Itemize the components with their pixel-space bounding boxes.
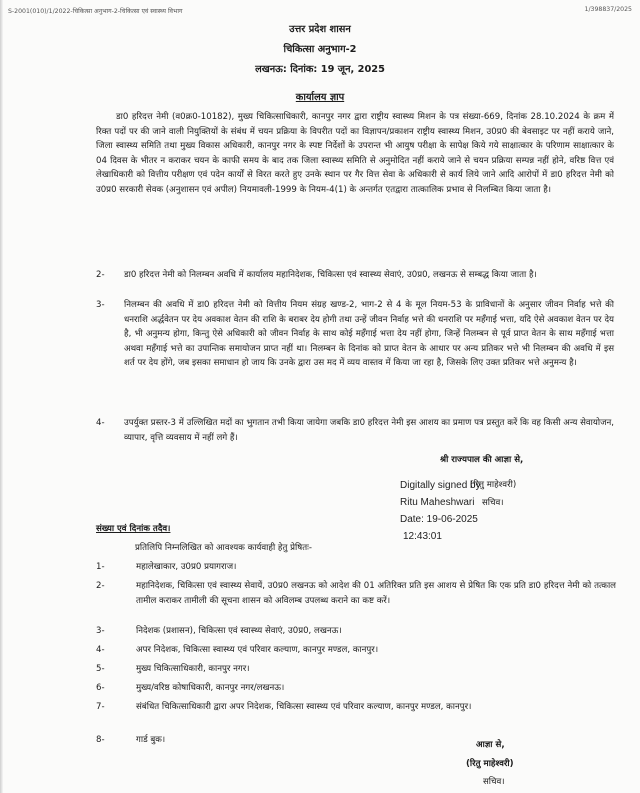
page-code: 1/398837/2025 xyxy=(584,6,632,13)
place-date: लखनऊ: दिनांक: 19 जून, 2025 xyxy=(255,64,385,75)
signer-designation-overlay: सचिव। xyxy=(482,498,504,508)
government-heading: उत्तर प्रदेश शासन xyxy=(289,24,351,35)
paragraph-1: डा0 हरिदत्त नेमी (व0क्र0-10182), मुख्य चिकित्साधिकारी, कानपुर नगर द्वारा राष्ट्रीय स्वास्थ्य मिशन के पत्र संख्या-669, दिनांक 28.10.2024 के क्रम में रिक्त पदों पर की जाने वाली नियुक्तियों के संबंध में चयन प्रक्रिया के विपरीत पदों का विज्ञापन/प्रकाशन राष्ट्रीय स्वास्थ्य मिशन, उ0प्र0 की बेवसाइट पर नहीं कराये जाने, जिला स्वास्थ्य समिति तथा मुख्य विकास अधिकारी, कानपुर नगर के स्पष्ट निर्देशों के उपरान्त भी आयुष परीक्षा के सापेक्ष किये गये साक्षात्कार के परिणाम साक्षात्कार के 04 दिवस के भीतर न कराकर चयन के काफी समय के बाद तक जिला स्वास्थ्य समिति से अनुमोदित नहीं कराये जाने से चयन प्रक्रिया सम्पन्न नहीं होने, वरिष्ठ वित्त एवं लेखाधिकारी को वित्तीय परीक्षण एवं पदेन कार्यों से विरत करते हुए उनके स्थान पर गैर वित्त सेवा के अधिकारी से कार्य लिये जाने आदि आरोपों में डा0 हरिदत्त नेमी को उ0प्र0 सरकारी सेवक (अनुशासन एवं अपील) नियमावली-1999 के नियम-4(1) के अन्तर्गत एतद्वारा तात्कालिक प्रभाव से निलम्बित किया जाता है। xyxy=(96,112,614,195)
item-text: उपर्युक्त प्रस्तर-3 में उल्लिखित मदों का भुगतान तभी किया जायेगा जबकि डा0 हरिदत्त नेमी इस आशय का प्रमाण पत्र प्रस्तुत करें कि वह किसी अन्य सेवायोजन, व्यापार, वृत्ति व्यवसाय में नहीं लगे हैं। xyxy=(124,418,614,443)
distribution-item-7 xyxy=(96,700,616,730)
digital-signature-line-2: Ritu Maheshwari xyxy=(400,497,475,508)
section-heading: चिकित्सा अनुभाग-2 xyxy=(283,44,357,55)
closing-signer-name: (रितु माहेश्वरी) xyxy=(466,759,514,769)
numbered-item-2 xyxy=(96,268,614,298)
item-number: 1- xyxy=(96,562,105,572)
distribution-item-6 xyxy=(96,681,616,697)
item-text: संबंधित चिकित्साधिकारी द्वारा अपर निदेशक, चिकित्सा स्वास्थ्य एवं परिवार कल्याण, कानपुर मण्डल, कानपुर। xyxy=(136,702,472,712)
governor-order-line: श्री राज्यपाल की आज्ञा से, xyxy=(440,455,524,465)
item-text: डा0 हरिदत्त नेमी को निलम्बन अवधि में कार्यालय महानिदेशक, चिकित्सा एवं स्वास्थ्य सेवाएं, उ0प्र0, लखनऊ से सम्बद्ध किया जाता है। xyxy=(124,270,537,280)
closing-signer-designation: सचिव। xyxy=(483,777,505,787)
item-number: 4- xyxy=(96,645,105,655)
scan-edge xyxy=(0,0,3,793)
item-text: मुख्य चिकित्साधिकारी, कानपुर नगर। xyxy=(136,664,250,674)
distribution-item-1 xyxy=(96,560,616,576)
item-number: 6- xyxy=(96,683,105,693)
item-text: महालेखाकार, उ0प्र0 प्रयागराज। xyxy=(136,562,237,572)
item-text: गार्ड बुक। xyxy=(136,735,166,745)
digital-signature-line-3: Date: 19-06-2025 xyxy=(400,514,478,525)
item-text: निलम्बन की अवधि में डा0 हरिदत्त नेमी को वित्तीय नियम संग्रह खण्ड-2, भाग-2 से 4 के मूल नियम-53 के प्राविधानों के अनुसार जीवन निर्वाह भत्ते की धनराशि अर्द्धवेतन पर देय अवकाश वेतन की राशि के बराबर देय होगी तथा उन्हें जीवन निर्वाह भत्ते की धनराशि पर महँगाई भत्ता, यदि ऐसे अवकाश वेतन पर देय है, भी अनुमन्य होगा, किन्तु ऐसे अधिकारी को जीवन निर्वाह के साथ कोई महँगाई भत्ता देय नहीं होगा, जिन्हें निलम्बन से पूर्व प्राप्त वेतन के साथ महँगाई भत्ता अथवा महँगाई भत्ते का उपान्तिक समायोजन प्राप्त नहीं था। निलम्बन के दिनांक को प्राप्त वेतन के आधार पर अन्य प्रतिकर भत्ते भी निलम्बन की अवधि में इस शर्त पर देय होंगे, जब इसका समाधान हो जाय कि उनके द्वारा उस मद में व्यय वास्तव में किया जा रहा है, जिसके लिए उक्त प्रतिकर भत्ते अनुमन्य है। xyxy=(124,300,614,368)
distribution-heading: संख्या एवं दिनांक तदैव। xyxy=(96,524,171,534)
distribution-item-2 xyxy=(96,579,616,625)
digital-signature-line-4: 12:43:01 xyxy=(403,531,442,542)
signer-name-overlay: (रितु माहेश्वरी) xyxy=(470,480,517,490)
file-reference-bar xyxy=(8,6,632,15)
item-number: 4- xyxy=(96,418,105,428)
distribution-item-3 xyxy=(96,624,616,640)
item-number: 5- xyxy=(96,664,105,674)
distribution-item-4 xyxy=(96,643,616,659)
item-number: 3- xyxy=(96,626,105,636)
distribution-item-8 xyxy=(96,733,616,749)
file-reference: S-2001(010)/1/2022-चिकित्सा अनुभाग-2-चिकित्सा एवं स्वास्थ्य विभाग xyxy=(8,8,183,15)
item-text: मुख्य/वरिष्ठ कोषाधिकारी, कानपुर नगर/लखनऊ। xyxy=(136,683,285,693)
item-text: अपर निदेशक, चिकित्सा स्वास्थ्य एवं परिवार कल्याण, कानपुर मण्डल, कानपुर। xyxy=(136,645,379,655)
distribution-item-5 xyxy=(96,662,616,678)
item-text: निदेशक (प्रशासन), चिकित्सा एवं स्वास्थ्य सेवाएं, उ0प्र0, लखनऊ। xyxy=(136,626,342,636)
closing-order-line: आज्ञा से, xyxy=(476,740,505,750)
item-number: 2- xyxy=(96,270,105,280)
item-number: 7- xyxy=(96,702,105,712)
item-text: महानिदेशक, चिकित्सा एवं स्वास्थ्य सेवायें, उ0प्र0 लखनऊ को आदेश की 01 अतिरिक्त प्रति इस आशय से प्रेषित कि एक प्रति डा0 हरिदत्त नेमी को तत्काल तामील कराकर तामीली की सूचना शासन को अविलम्ब उपलब्ध कराने का कष्ट करें। xyxy=(136,581,616,606)
memo-title: कार्यालय ज्ञाप xyxy=(295,92,345,103)
item-number: 3- xyxy=(96,300,105,310)
digital-signature-line-1: Digitally signed by xyxy=(400,480,481,491)
numbered-item-4 xyxy=(96,416,614,446)
numbered-item-3 xyxy=(96,298,614,414)
item-number: 8- xyxy=(96,735,105,745)
distribution-intro: प्रतिलिपि निम्नलिखित को आवश्यक कार्यवाही हेतु प्रेषितः- xyxy=(135,543,312,553)
item-number: 2- xyxy=(96,581,105,591)
